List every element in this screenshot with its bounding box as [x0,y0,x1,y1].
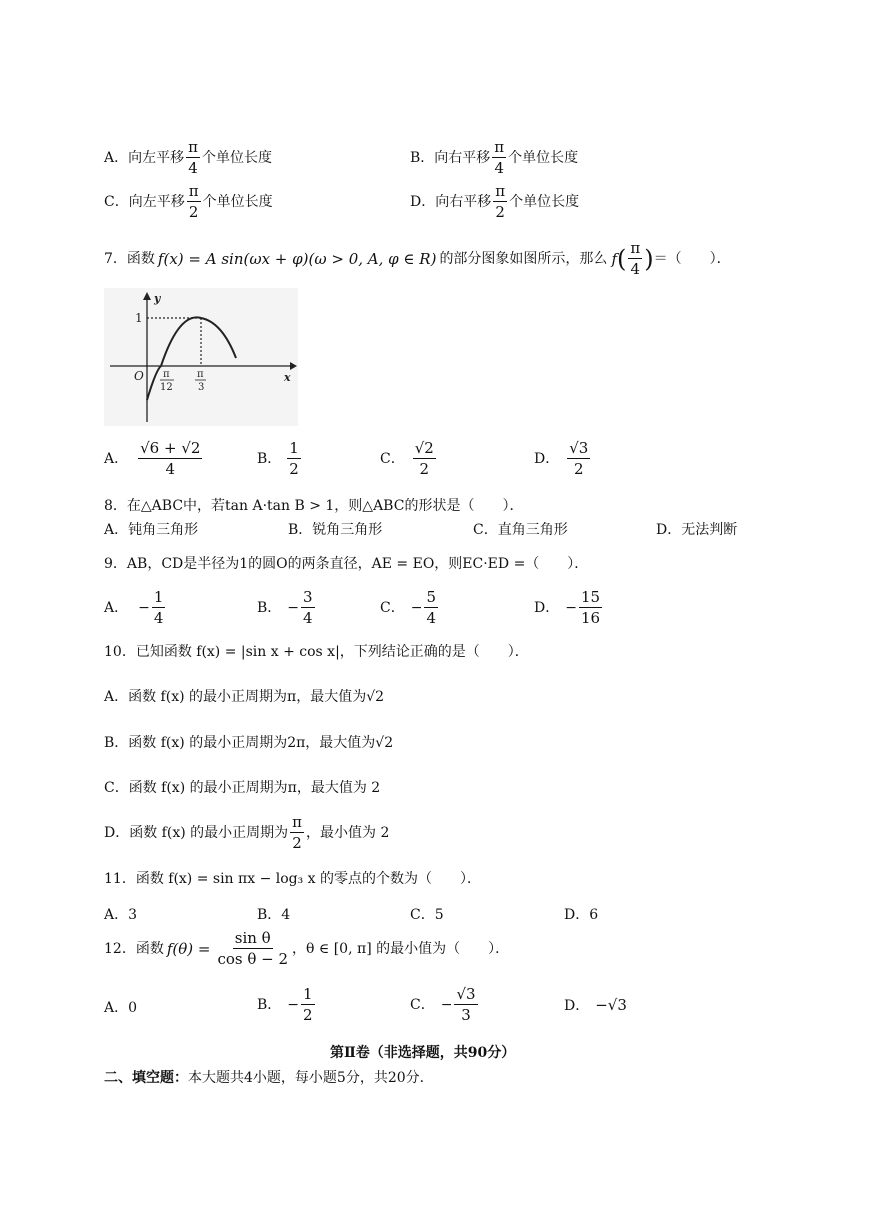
q9-option-a: A． − $\frac{1}{4}$ [104,588,164,627]
q9-option-b-fraction: $\frac{3}{4}$ [303,588,313,627]
tick-pi-3-numerator: π [197,369,204,380]
q7-stem: 7．函数 f(x) = A sin(ωx + φ)(ω > 0, A, φ ∈ R) 的部分图象如图所示，那么 f ( $\frac{\pi}{4}$ ) ＝（ ）． [104,239,731,278]
q7-option-c: C． $\frac{√2}{2}$ [380,439,434,478]
q6-option-d-fraction: $\frac{\pi}{2}$ [495,182,506,221]
q8-option-c: C．直角三角形 [473,522,568,538]
q11-stem: 11．函数 f(x) = sin πx − log₃ x 的零点的个数为（ ）． [104,871,482,887]
q9-stem: 9．AB，CD是半径为1的圆O的两条直径，AE = EO，则EC·ED =（ ）． [104,556,589,572]
q7-option-d: D． $\frac{√3}{2}$ [534,439,589,478]
q6-option-d: D． 向右平移 $\frac{\pi}{2}$ 个单位长度 [410,182,580,221]
q8-option-b: B．锐角三角形 [288,522,383,538]
x-axis-label: x [284,371,291,384]
q9-option-b: B． − $\frac{3}{4}$ [257,588,313,627]
q10-stem: 10．已知函数 f(x) = |sin x + cos x|，下列结论正确的是（ ）． [104,644,529,660]
q10-option-d: D．函数 f(x) 的最小正周期为 $\frac{\pi}{2}$ ，最小值为 2 [104,813,390,852]
q7-option-c-fraction: $\frac{√2}{2}$ [414,439,434,478]
q6-option-c: C． 向左平移 $\frac{\pi}{2}$ 个单位长度 [104,182,273,221]
q12-option-a: A．0 [104,1000,138,1016]
q11-option-b: B．4 [257,907,291,923]
q8-stem: 8．在△ABC中，若tan A·tan B > 1，则△ABC的形状是（ ）． [104,498,524,514]
q6-option-a-fraction: $\frac{\pi}{4}$ [188,138,198,177]
q6-option-b-fraction: $\frac{\pi}{4}$ [494,138,505,177]
q10-option-b: B．函数 f(x) 的最小正周期为2π，最大值为√2 [104,735,394,751]
q12-option-b: B． − $\frac{1}{2}$ [257,985,313,1024]
q12-option-c-fraction: $\frac{√3}{3}$ [456,985,476,1024]
q6-option-c-fraction: $\frac{\pi}{2}$ [188,182,199,221]
tick-pi-3-denominator: 3 [198,382,205,393]
q10-option-a: A．函数 f(x) 的最小正周期为π，最大值为√2 [104,689,385,705]
origin-label: O [134,369,144,383]
q7-option-a: A． $\frac{√6 + √2}{4}$ [104,439,201,478]
q9-option-d: D． − $\frac{15}{16}$ [534,588,601,627]
graph-background [104,288,298,426]
q9-option-d-fraction: $\frac{15}{16}$ [580,588,601,627]
q12-option-c: C． − $\frac{√3}{3}$ [410,985,476,1024]
tick-pi-12-numerator: π [163,369,170,380]
q7-argument-fraction: $\frac{\pi}{4}$ [630,239,641,278]
q6-option-b: B． 向右平移 $\frac{\pi}{4}$ 个单位长度 [410,138,579,177]
part2-title: 第Ⅱ卷（非选择题，共90分） [330,1045,516,1061]
q7-option-a-fraction: $\frac{√6 + √2}{4}$ [140,439,201,478]
q12-stem: 12．函数 f(θ) = $\frac{\text{sin θ}}{\text{cos θ − 2}}$ ，θ ∈ [0, π] 的最小值为（ ）． [104,929,510,968]
q9-option-a-fraction: $\frac{1}{4}$ [153,588,164,627]
q9-option-c-fraction: $\frac{5}{4}$ [426,588,436,627]
q12-option-d: D． −√3 [564,996,627,1014]
q11-option-c: C．5 [410,907,444,923]
q6-option-a: A． 向左平移 $\frac{\pi}{4}$ 个单位长度 [104,138,272,177]
q7-option-b-fraction: $\frac{1}{2}$ [289,439,299,478]
q12-option-b-fraction: $\frac{1}{2}$ [303,985,313,1024]
q7-option-d-fraction: $\frac{√3}{2}$ [569,439,589,478]
q7-function-graph [104,288,298,426]
q11-option-a: A．3 [104,907,138,923]
part2-section-heading: 二、填空题：本大题共4小题，每小题5分，共20分． [104,1070,434,1086]
q7-option-b: B． $\frac{1}{2}$ [257,439,299,478]
tick-pi-12-denominator: 12 [160,382,173,393]
q10-option-d-fraction: $\frac{\pi}{2}$ [292,813,302,852]
y-one-label: 1 [135,311,143,325]
q8-option-a: A．钝角三角形 [104,522,199,538]
y-axis-label: y [154,292,161,305]
q10-option-c: C．函数 f(x) 的最小正周期为π，最大值为 2 [104,780,381,796]
q9-option-c: C． − $\frac{5}{4}$ [380,588,436,627]
q11-option-d: D．6 [564,907,599,923]
q8-option-d: D．无法判断 [656,522,738,538]
q12-fraction: $\frac{\text{sin θ}}{\text{cos θ − 2}}$ [217,929,289,968]
